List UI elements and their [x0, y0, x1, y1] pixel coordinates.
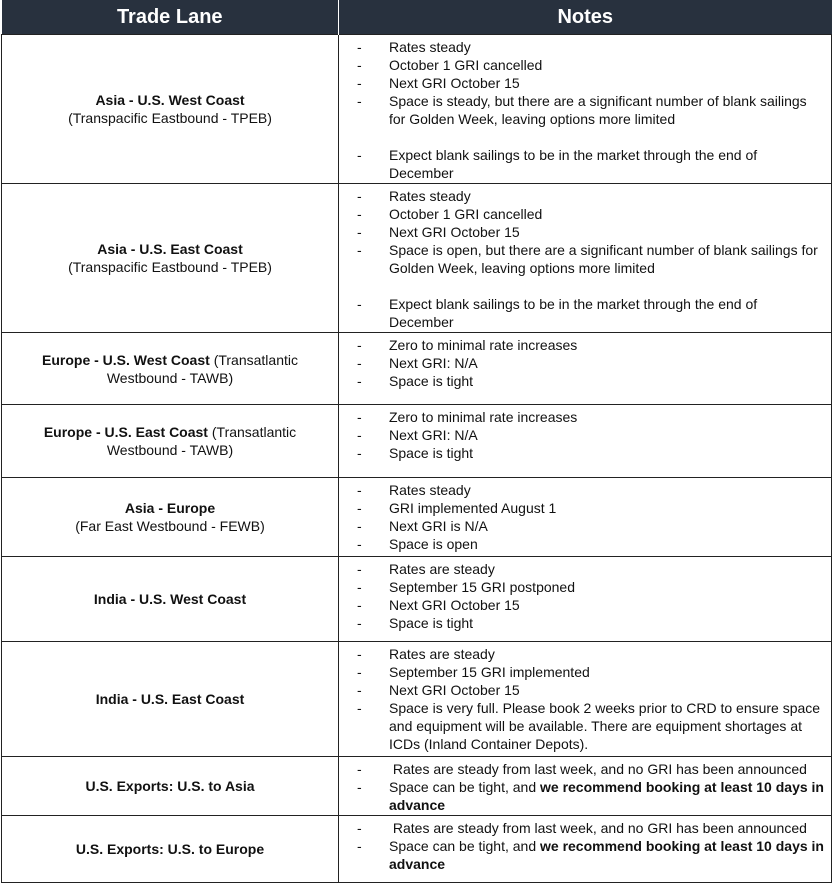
- lane-route: (Far East Westbound - FEWB): [75, 518, 265, 534]
- note-text-plain: Rates steady: [389, 482, 471, 498]
- note-text-plain: Space is tight: [389, 615, 474, 631]
- note-text: [389, 354, 831, 372]
- note-text: [389, 645, 831, 663]
- note-text: [389, 535, 831, 553]
- note-item: [339, 481, 831, 499]
- note-item: [339, 663, 831, 681]
- lane-route: (Transpacific Eastbound - TPEB): [68, 259, 272, 275]
- dash-bullet: -: [357, 646, 362, 662]
- trade-lane-cell: [2, 557, 339, 642]
- dash-bullet: -: [357, 615, 362, 631]
- lane-name: Asia - U.S. East Coast: [97, 241, 243, 257]
- lane-name: Europe - U.S. West Coast: [42, 351, 210, 368]
- note-text-plain: Space is tight: [389, 445, 474, 461]
- note-text-plain: Next GRI: N/A: [389, 427, 478, 443]
- note-text-plain: Next GRI: N/A: [389, 355, 478, 371]
- notes-cell: [339, 642, 832, 757]
- dash-bullet: -: [357, 536, 362, 552]
- dash-bullet: -: [357, 427, 362, 443]
- dash-bullet: -: [357, 355, 362, 371]
- note-text-plain: Rates are steady from last week, and no GRI has been announced: [389, 761, 807, 777]
- dash-bullet: -: [357, 296, 362, 312]
- note-text: [389, 426, 831, 444]
- note-item: [339, 837, 831, 873]
- dash-bullet: -: [357, 561, 362, 577]
- notes-cell: [339, 557, 832, 642]
- note-text: [389, 681, 831, 699]
- header-row: [2, 0, 832, 35]
- note-item: [339, 681, 831, 699]
- trade-lane-cell: [2, 405, 339, 478]
- note-item: [339, 38, 831, 56]
- dash-bullet: -: [357, 700, 362, 716]
- note-text-plain: Expect blank sailings to be in the market through the end of December: [389, 147, 762, 181]
- trade-lane-cell: [2, 816, 339, 883]
- lane-name: Asia - Europe: [124, 500, 216, 516]
- note-text: [389, 372, 831, 390]
- note-text: [389, 778, 831, 814]
- dash-bullet: -: [357, 242, 362, 258]
- table-row: [2, 816, 832, 883]
- note-text-plain: Space is open, but there are a significant number of blank sailings for Golden Week, leaving options more limited: [389, 242, 822, 276]
- note-text-bold: we recommend booking at least 10 days in advance: [389, 779, 824, 813]
- note-text-plain: Space can be tight, and: [389, 838, 540, 854]
- notes-cell: [339, 757, 832, 816]
- note-item: [339, 560, 831, 578]
- note-item: [339, 408, 831, 426]
- dash-bullet: -: [357, 57, 362, 73]
- note-text-plain: October 1 GRI cancelled: [389, 57, 543, 73]
- notes-cell: [339, 333, 832, 405]
- note-text-plain: Expect blank sailings to be in the market through the end of December: [389, 296, 762, 330]
- note-text-plain: Rates are steady from last week, and no GRI has been announced: [389, 820, 807, 836]
- note-text: [389, 663, 831, 681]
- table-row: [2, 642, 832, 757]
- note-text-plain: Space is steady, but there are a significant number of blank sailings for Golden Week, leaving options more limited: [389, 93, 811, 127]
- table-row: [2, 405, 832, 478]
- trade-lane-cell: [2, 35, 339, 184]
- note-item: [339, 205, 831, 223]
- notes-cell: [339, 816, 832, 883]
- lane-route: (Transpacific Eastbound - TPEB): [68, 110, 272, 126]
- note-text: [389, 819, 831, 837]
- dash-bullet: -: [357, 597, 362, 613]
- dash-bullet: -: [357, 188, 362, 204]
- dash-bullet: -: [357, 224, 362, 240]
- note-item: [339, 645, 831, 663]
- trade-lane-cell: [2, 184, 339, 333]
- lane-route: (Transatlantic Westbound - TAWB): [106, 351, 298, 386]
- note-item: [339, 372, 831, 390]
- notes-cell: [339, 184, 832, 333]
- note-text: [389, 295, 831, 331]
- note-text-plain: GRI implemented August 1: [389, 500, 557, 516]
- note-text-plain: Rates are steady: [389, 646, 495, 662]
- note-item: [339, 295, 831, 331]
- note-item: [339, 760, 831, 778]
- note-text: [389, 336, 831, 354]
- note-text: [389, 205, 831, 223]
- note-item: [339, 92, 831, 128]
- lane-name: Asia - U.S. West Coast: [95, 92, 245, 108]
- note-text: [389, 408, 831, 426]
- dash-bullet: -: [357, 373, 362, 389]
- note-item: [339, 578, 831, 596]
- lane-route: (Transatlantic Westbound - TAWB): [106, 424, 297, 458]
- table-row: [2, 557, 832, 642]
- dash-bullet: -: [357, 206, 362, 222]
- note-text: [389, 92, 831, 128]
- dash-bullet: -: [357, 579, 362, 595]
- dash-bullet: -: [357, 93, 362, 109]
- dash-bullet: -: [357, 409, 362, 425]
- note-text: [389, 614, 831, 632]
- note-item: [339, 241, 831, 277]
- dash-bullet: -: [357, 445, 362, 461]
- note-text: [389, 38, 831, 56]
- table-row: [2, 333, 832, 405]
- lane-name: U.S. Exports: U.S. to Asia: [85, 778, 255, 794]
- note-text: [389, 56, 831, 74]
- note-text: [389, 444, 831, 462]
- note-text-plain: October 1 GRI cancelled: [389, 206, 543, 222]
- dash-bullet: -: [357, 39, 362, 55]
- dash-bullet: -: [357, 147, 362, 163]
- note-text: [389, 241, 831, 277]
- note-text-plain: Next GRI October 15: [389, 224, 520, 240]
- note-text-plain: Rates are steady: [389, 561, 495, 577]
- note-text: [389, 699, 831, 753]
- note-text: [389, 837, 831, 873]
- note-text-plain: Space is very full. Please book 2 weeks prior to CRD to ensure space and equipment will be available. There are equipment shortages at ICDs (Inland Container Depots).: [389, 700, 824, 752]
- lane-name: India - U.S. East Coast: [95, 691, 245, 707]
- table-row: [2, 478, 832, 557]
- note-text-plain: September 15 GRI postponed: [389, 579, 576, 595]
- note-item: [339, 819, 831, 837]
- note-text-bold: we recommend booking at least 10 days in advance: [389, 838, 824, 872]
- note-text-plain: Space is open: [389, 536, 478, 552]
- note-item: [339, 596, 831, 614]
- trade-lane-cell: [2, 333, 339, 405]
- note-text: [389, 760, 831, 778]
- dash-bullet: -: [357, 664, 362, 680]
- note-text-plain: Rates steady: [389, 39, 471, 55]
- note-item: [339, 614, 831, 632]
- note-item: [339, 444, 831, 462]
- note-text-plain: Space is tight: [389, 373, 474, 389]
- note-text: [389, 223, 831, 241]
- trade-lane-cell: [2, 642, 339, 757]
- note-item: [339, 74, 831, 92]
- dash-bullet: -: [357, 518, 362, 534]
- header-trade-lane: Trade Lane: [2, 0, 339, 35]
- dash-bullet: -: [357, 682, 362, 698]
- dash-bullet: -: [357, 779, 362, 795]
- lane-name: India - U.S. West Coast: [93, 591, 247, 607]
- dash-bullet: -: [357, 838, 362, 854]
- table-row: [2, 757, 832, 816]
- table-row: [2, 35, 832, 184]
- trade-lane-table: [1, 0, 832, 883]
- note-text-plain: Space can be tight, and: [389, 779, 540, 795]
- note-item: [339, 517, 831, 535]
- note-item: [339, 778, 831, 814]
- note-text-plain: Next GRI October 15: [389, 75, 520, 91]
- note-text-plain: Zero to minimal rate increases: [389, 409, 578, 425]
- note-item: [339, 354, 831, 372]
- note-text-plain: Next GRI October 15: [389, 597, 520, 613]
- note-text-plain: Next GRI October 15: [389, 682, 520, 698]
- note-text: [389, 560, 831, 578]
- notes-cell: [339, 35, 832, 184]
- note-item: [339, 223, 831, 241]
- note-text-plain: Zero to minimal rate increases: [389, 337, 578, 353]
- notes-cell: [339, 478, 832, 557]
- lane-name: U.S. Exports: U.S. to Europe: [75, 841, 265, 857]
- lane-name: Europe - U.S. East Coast: [43, 424, 208, 440]
- note-text-plain: September 15 GRI implemented: [389, 664, 590, 680]
- note-text-plain: Rates steady: [389, 188, 471, 204]
- header-notes: Notes: [339, 0, 832, 35]
- note-text: [389, 578, 831, 596]
- dash-bullet: -: [357, 75, 362, 91]
- note-item: [339, 56, 831, 74]
- note-item: [339, 336, 831, 354]
- note-text: [389, 146, 831, 182]
- dash-bullet: -: [357, 482, 362, 498]
- note-item: [339, 535, 831, 553]
- note-item: [339, 187, 831, 205]
- note-text: [389, 74, 831, 92]
- dash-bullet: -: [357, 500, 362, 516]
- note-text: [389, 187, 831, 205]
- notes-cell: [339, 405, 832, 478]
- note-text: [389, 596, 831, 614]
- note-item: [339, 426, 831, 444]
- trade-lane-cell: [2, 757, 339, 816]
- table-row: [2, 184, 832, 333]
- note-text: [389, 499, 831, 517]
- note-item: [339, 146, 831, 182]
- trade-lane-cell: [2, 478, 339, 557]
- dash-bullet: -: [357, 761, 362, 777]
- note-item: [339, 499, 831, 517]
- note-item: [339, 699, 831, 753]
- dash-bullet: -: [357, 820, 362, 836]
- dash-bullet: -: [357, 337, 362, 353]
- note-text: [389, 481, 831, 499]
- note-text-plain: Next GRI is N/A: [389, 518, 488, 534]
- note-text: [389, 517, 831, 535]
